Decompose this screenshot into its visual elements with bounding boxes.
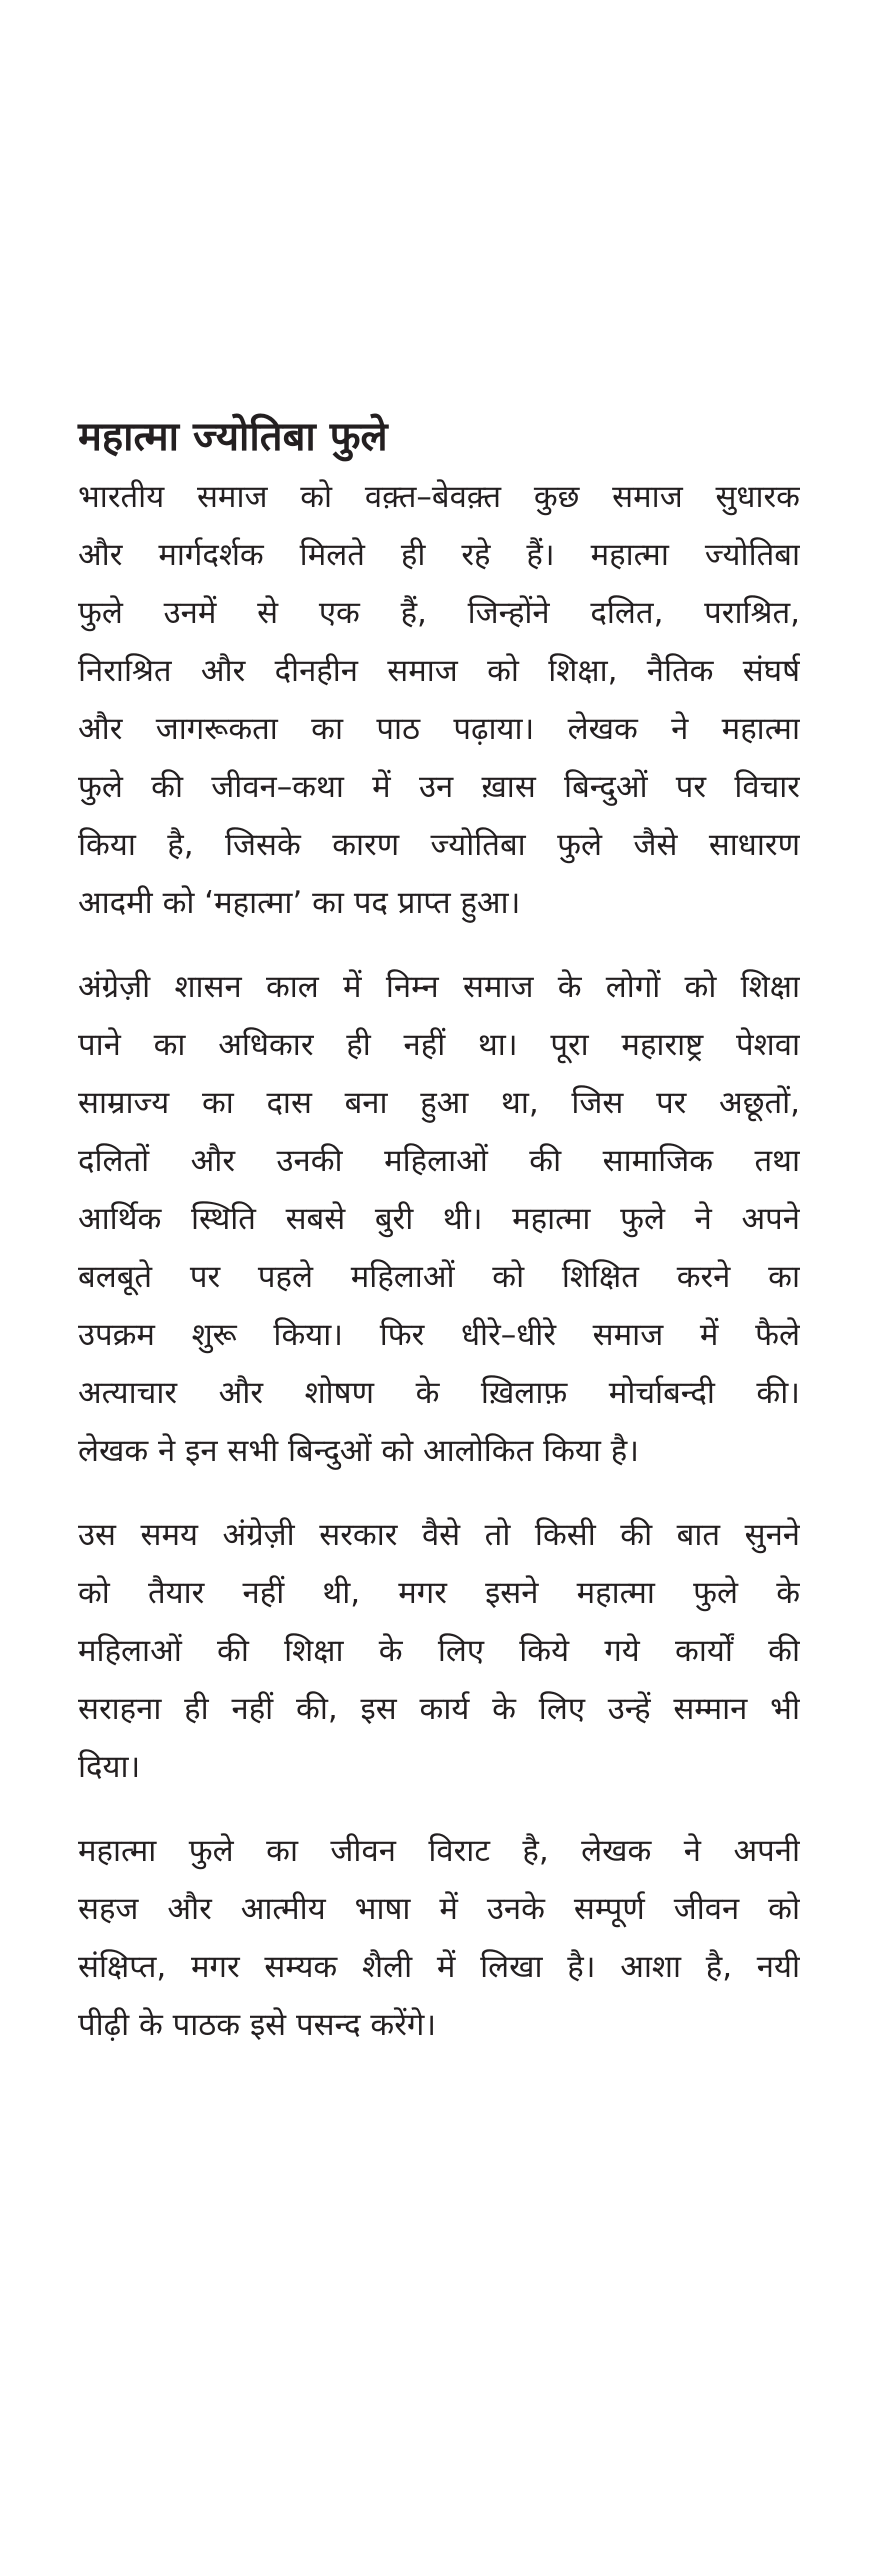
text-line: उपक्रम शुरू किया। फिर धीरे–धीरे समाज में फैले [78, 1317, 800, 1353]
text-line: को तैयार नहीं थी, मगर इसने महात्मा फुले के [78, 1575, 800, 1611]
blurb-body [78, 468, 800, 2054]
text-line: आर्थिक स्थिति सबसे बुरी थी। महात्मा फुले ने अपने [78, 1201, 800, 1237]
text-line: भारतीय समाज को वक़्त–बेवक़्त कुछ समाज सुधारक [78, 479, 800, 515]
text-line: किया है, जिसके कारण ज्योतिबा फुले जैसे साधारण [78, 827, 800, 863]
text-line: पाने का अधिकार ही नहीं था। पूरा महाराष्ट्र पेशवा [78, 1027, 800, 1063]
text-line: पीढ़ी के पाठक इसे पसन्द करेंगे। [78, 2007, 437, 2043]
page-title: महात्मा ज्योतिबा फुले [78, 414, 388, 460]
text-line: और मार्गदर्शक मिलते ही रहे हैं। महात्मा ज्योतिबा [78, 537, 800, 573]
paragraph [78, 1506, 800, 1796]
text-line: दिया। [78, 1749, 141, 1785]
text-line: फुले की जीवन–कथा में उन ख़ास बिन्दुओं पर विचार [78, 769, 800, 805]
text-line: दलितों और उनकी महिलाओं की सामाजिक तथा [78, 1143, 800, 1179]
paragraph [78, 468, 800, 932]
text-line: महिलाओं की शिक्षा के लिए किये गये कार्यों की [78, 1633, 800, 1669]
text-line: बलबूते पर पहले महिलाओं को शिक्षित करने का [78, 1259, 800, 1295]
text-line: साम्राज्य का दास बना हुआ था, जिस पर अछूतों, [78, 1085, 800, 1121]
text-line: और जागरूकता का पाठ पढ़ाया। लेखक ने महात्मा [78, 711, 800, 747]
text-line: फुले उनमें से एक हैं, जिन्होंने दलित, पराश्रित, [78, 595, 800, 631]
text-line: लेखक ने इन सभी बिन्दुओं को आलोकित किया है। [78, 1433, 640, 1469]
text-line: आदमी को ‘महात्मा’ का पद प्राप्त हुआ। [78, 885, 521, 921]
paragraph [78, 1822, 800, 2054]
text-line: अंग्रेज़ी शासन काल में निम्न समाज के लोगों को शिक्षा [78, 969, 800, 1005]
paragraph [78, 958, 800, 1480]
text-line: निराश्रित और दीनहीन समाज को शिक्षा, नैतिक संघर्ष [78, 653, 800, 689]
text-line: सहज और आत्मीय भाषा में उनके सम्पूर्ण जीवन को [78, 1891, 800, 1927]
book-blurb [78, 410, 800, 2080]
text-line: अत्याचार और शोषण के ख़िलाफ़ मोर्चाबन्दी की। [78, 1375, 800, 1411]
text-line: महात्मा फुले का जीवन विराट है, लेखक ने अपनी [78, 1833, 800, 1869]
text-line: संक्षिप्त, मगर सम्यक शैली में लिखा है। आशा है, नयी [78, 1949, 800, 1985]
text-line: उस समय अंग्रेज़ी सरकार वैसे तो किसी की बात सुनने [78, 1517, 800, 1553]
text-line: सराहना ही नहीं की, इस कार्य के लिए उन्हें सम्मान भी [78, 1691, 800, 1727]
